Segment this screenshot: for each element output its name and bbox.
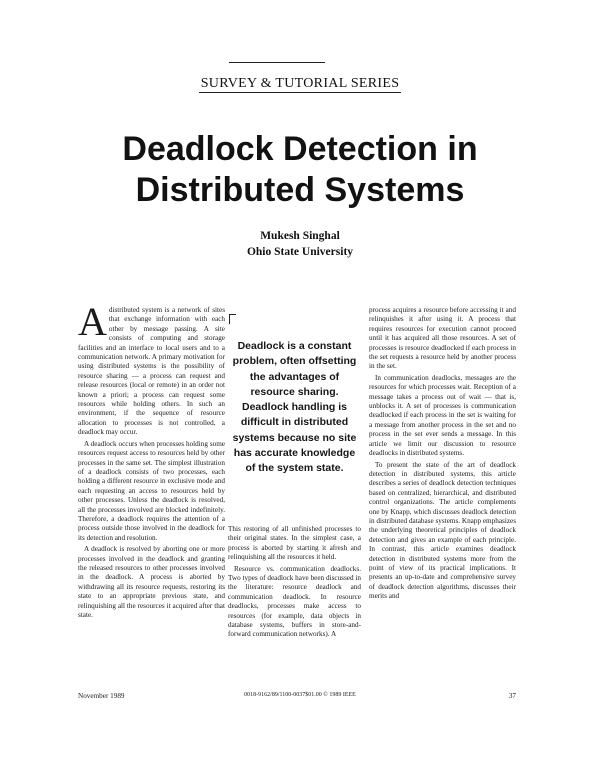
author-affiliation: Ohio State University (246, 246, 354, 258)
article-title (0, 129, 600, 211)
body-column-2 (228, 525, 361, 681)
series-heading: SURVEY & TUTORIAL SERIES (200, 76, 400, 91)
paragraph: process acquires a resource before accessing it and relinquishes it after using it. A process that requires resources for execution cannot proceed until it has acquired all those resources. A set of processes is resource deadlocked if each process in the set requests a resource held by another process in the set. (369, 306, 516, 371)
body-column-1 (78, 306, 225, 681)
paragraph: A deadlock occurs when processes holding some resources request access to resources held by other processes in the same set. The simplest illustration of a deadlock consists of two processes, each holding a different resource in exclusive mode and each requesting an access to resources held by other processes. Unless the deadlock is resolved, all the processes involved are blocked indefinitely. Therefore, a deadlock requires the attention of a process outside those involved in the deadlock for its detection and resolution. (78, 439, 225, 542)
paragraph: This restoring of all unfinished processes to their original states. In the simplest case, a process is aborted by starting it afresh and relinquishing all the resources it held. (228, 525, 361, 562)
body-column-3 (369, 306, 516, 681)
paragraph: Adistributed system is a network of sites that exchange information with each other by message passing. A site consists of computing and storage facilities and an interface to local users and to a communication network. A primary motivation for using distributed systems is the possibility of resource sharing — a process can request and release resources (local or remote) in an order not known a priori; a process can request some resources while holding others. In such an environment, if the sequence of resource allocation to processes is not controlled, a deadlock may occur. (78, 306, 225, 437)
author-block (0, 228, 600, 260)
header-rule (229, 62, 325, 63)
paragraph: In communication deadlocks, messages are the resources for which processes wait. Reception of a message takes a process out of wait — that is, unblocks it. A set of processes is communication deadlocked if each process in the set is waiting for a message from another process in the set and no process in the set ever sends a message. In this article we limit our discussion to resource deadlocks in distributed systems. (369, 373, 516, 458)
footer-date: November 1989 (78, 692, 125, 700)
title-line-2: Distributed Systems (135, 171, 465, 209)
pull-quote-bracket (229, 314, 236, 324)
paragraph: Resource vs. communication deadlocks. Two types of deadlock have been discussed in the literature: resource deadlock and communication deadlock. In resource deadlocks, processes make access to resources (for example, data objects in database systems, buffers in store-and-forward communication networks). A (228, 564, 361, 639)
footer-code: 0018-9162/89/1100-0037$01.00 © 1989 IEEE (244, 692, 356, 698)
author-name: Mukesh Singhal (260, 230, 340, 242)
pull-quote: Deadlock is a constant problem, often offsetting the advantages of resource sharing. Deadlock handling is difficult in distributed systems because no site has accurate knowledge of the system state. (232, 340, 357, 475)
page-number: 37 (508, 692, 516, 700)
paragraph: A deadlock is resolved by aborting one or more processes involved in the deadlock and granting the released resources to other processes involved in the deadlock. A process is aborted by withdrawing all its resource requests, restoring its state to an appropriate previous state, and relinquishing all the resources it acquired after that state. (78, 545, 225, 619)
title-line-1: Deadlock Detection in (122, 130, 478, 168)
paragraph: To present the state of the art of deadlock detection in distributed systems, this article describes a series of deadlock detection techniques based on centralized, hierarchical, and distributed control organizations. The article complements one by Knapp, which discusses deadlock detection in distributed database systems. Knapp emphasizes the underlying theoretical principles of deadlock detection and gives an example of each principle. In contrast, this article examines deadlock detection in distributed systems more from the point of view of its practical implications. It presents an up-to-date and comprehensive survey of deadlock detection algorithms, discusses their merits and (369, 460, 516, 601)
drop-cap: A (78, 306, 107, 344)
